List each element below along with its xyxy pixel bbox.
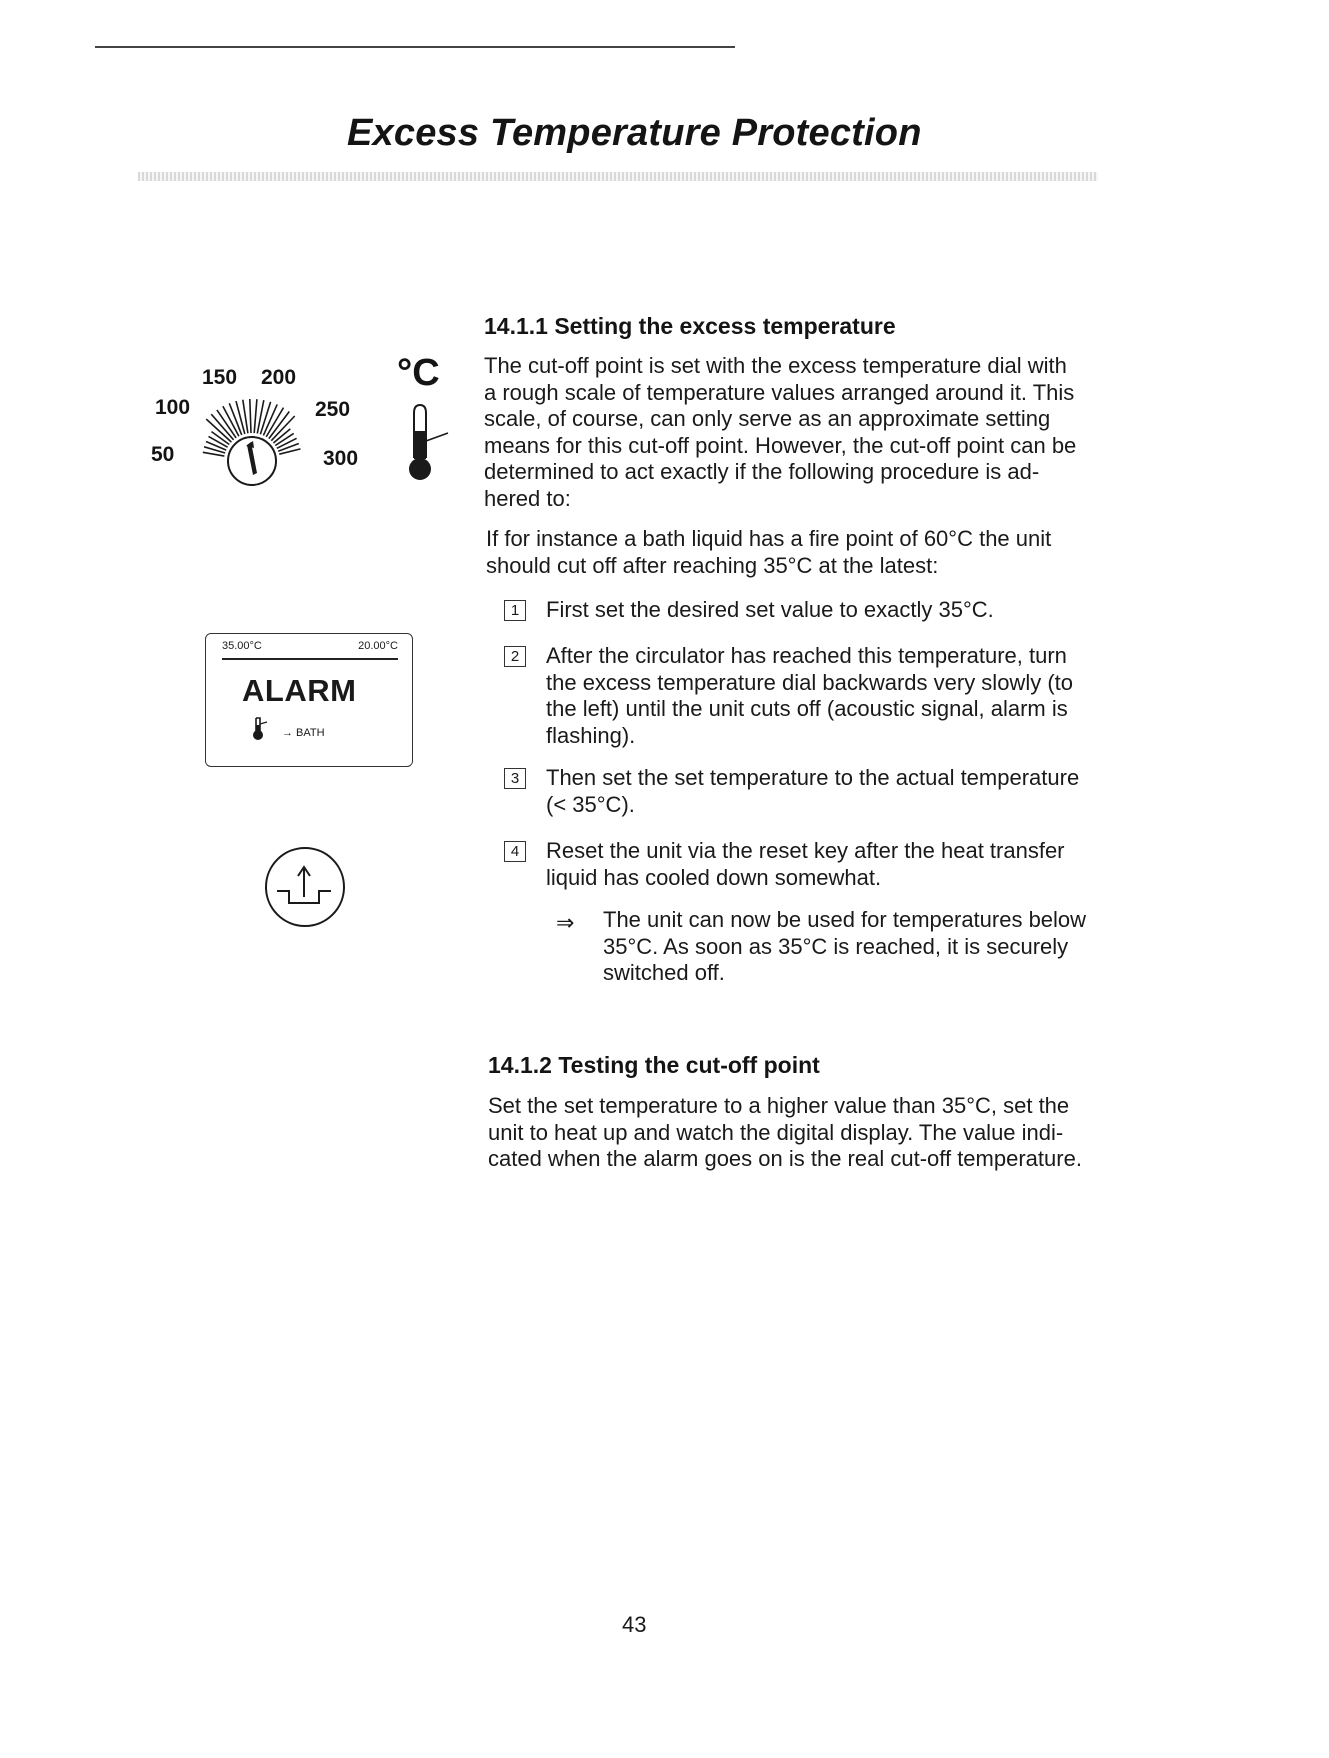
- result-line: The unit can now be used for temperatures below: [603, 907, 1087, 932]
- step-text: [546, 838, 1126, 891]
- title-underline: [138, 172, 1098, 181]
- step-text: [546, 597, 1126, 624]
- section2-line: cated when the alarm goes on is the real cut-off temperature.: [488, 1146, 1082, 1171]
- step-number-3: 3: [504, 768, 526, 789]
- dial-label-250: 250: [315, 398, 351, 421]
- section2-line: unit to heat up and watch the digital display. The value indi-: [488, 1119, 1064, 1145]
- step-number-1: 1: [504, 600, 526, 621]
- reset-key-icon: [263, 845, 347, 929]
- step-line: the excess temperature dial backwards very slowly (to: [546, 669, 1073, 695]
- step-line: liquid has cooled down somewhat.: [546, 864, 882, 890]
- intro-line: a rough scale of temperature values arranged around it. This: [484, 379, 1075, 405]
- display-divider: [222, 658, 398, 660]
- dial-scale-ray: [254, 399, 257, 433]
- section1-intro: [484, 353, 1134, 512]
- step-text: [546, 765, 1126, 818]
- step-line: After the circulator has reached this temperature, turn: [546, 643, 1067, 668]
- step-text: [546, 643, 1126, 749]
- step-line: Reset the unit via the reset key after the heat transfer: [546, 838, 1065, 863]
- dial-label-200: 200: [261, 366, 297, 389]
- intro-line: determined to act exactly if the following procedure is ad-: [484, 459, 1040, 484]
- procedure-result: [603, 907, 1133, 987]
- intro-line: The cut-off point is set with the excess temperature dial with: [484, 353, 1067, 378]
- step-line: Then set the set temperature to the actual temperature: [546, 765, 1080, 790]
- thermometer-icon: [409, 405, 448, 480]
- result-line: switched off.: [603, 960, 725, 985]
- section1-example: [486, 526, 1136, 579]
- excess-temperature-dial-figure: [145, 345, 455, 510]
- step-number-4: 4: [504, 841, 526, 862]
- dial-label-50: 50: [151, 443, 175, 466]
- step-line: First set the desired set value to exactly 35°C.: [546, 597, 994, 622]
- dial-label-300: 300: [323, 447, 359, 470]
- step-line: flashing).: [546, 722, 636, 748]
- example-line: If for instance a bath liquid has a fire point of 60°C the unit: [486, 526, 1052, 551]
- intro-line: hered to:: [484, 485, 571, 511]
- section-heading-testing: 14.1.2 Testing the cut-off point: [488, 1052, 820, 1078]
- dial-scale-ray: [203, 452, 225, 456]
- dial-label-150: 150: [202, 366, 238, 389]
- display-bath-label: → BATH: [282, 727, 325, 739]
- degree-celsius-label: °C: [397, 352, 440, 394]
- result-arrow-icon: ⇒: [556, 910, 575, 935]
- dial-scale-ray: [250, 399, 251, 433]
- step-line: (< 35°C).: [546, 791, 635, 817]
- display-actual-value: 20.00°C: [358, 640, 398, 652]
- result-line: 35°C. As soon as 35°C is reached, it is securely: [603, 933, 1069, 959]
- example-line: should cut off after reaching 35°C at the latest:: [486, 552, 939, 578]
- top-rule: [95, 46, 735, 48]
- page-number: 43: [622, 1612, 647, 1637]
- display-alarm-text: ALARM: [242, 673, 357, 708]
- display-set-value: 35.00°C: [222, 640, 262, 652]
- section-heading-setting: 14.1.1 Setting the excess temperature: [484, 313, 896, 339]
- display-thermometer-icon: [250, 716, 268, 742]
- page-title: Excess Temperature Protection: [347, 112, 922, 154]
- intro-line: means for this cut-off point. However, the cut-off point can be: [484, 432, 1077, 458]
- temperature-dial-icon: [203, 399, 301, 485]
- dial-label-100: 100: [155, 396, 191, 419]
- intro-line: scale, of course, can only serve as an approximate setting: [484, 406, 1051, 431]
- step-number-2: 2: [504, 646, 526, 667]
- section2-line: Set the set temperature to a higher value than 35°C, set the: [488, 1093, 1070, 1118]
- step-line: the left) until the unit cuts off (acoustic signal, alarm is: [546, 696, 1068, 721]
- alarm-display-figure: [205, 633, 413, 767]
- section2-text: [488, 1093, 1138, 1173]
